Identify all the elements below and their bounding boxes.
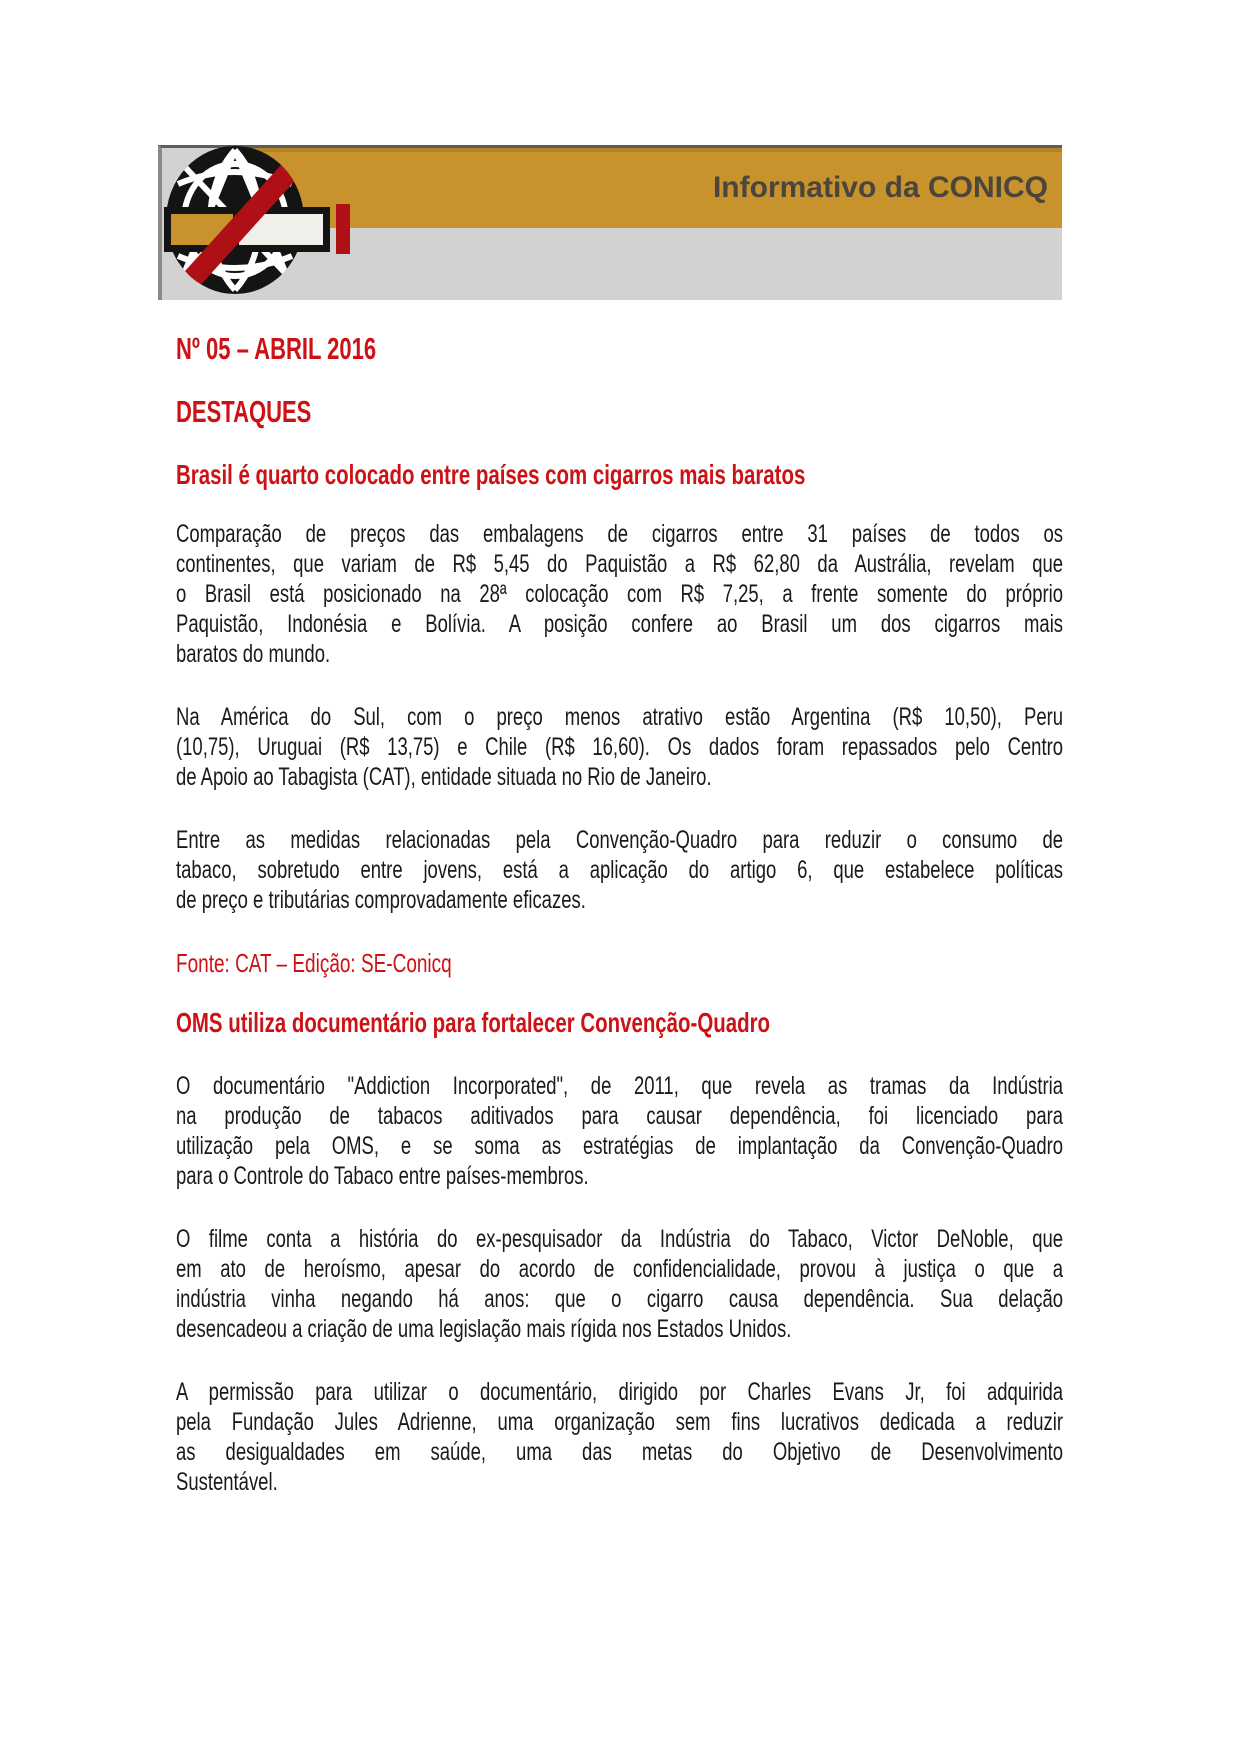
text-line: Sustentável. [176,1468,278,1496]
text-line: as desigualdades em saúde, uma das metas do Objetivo de Desenvolvimento [176,1438,1064,1466]
text-line: continentes, que variam de R$ 5,45 do Paquistão a R$ 62,80 da Austrália, revelam que [176,550,1064,578]
article-2-headline: OMS utiliza documentário para fortalecer Convenção-Quadro [176,1007,771,1038]
text-line: utilização pela OMS, e se soma as estratégias de implantação da Convenção-Quadro [176,1132,1064,1160]
article-1-paragraph-3 [176,825,1063,915]
text-line: de Apoio ao Tabagista (CAT), entidade situada no Rio de Janeiro. [176,763,712,791]
text-line: em ato de heroísmo, apesar do acordo de confidencialidade, provou à justiça o que a [176,1255,1064,1283]
text-line: indústria vinha negando há anos: que o cigarro causa dependência. Sua delação [176,1285,1064,1313]
text-line: A permissão para utilizar o documentário, dirigido por Charles Evans Jr, foi adquirida [176,1378,1064,1406]
newsletter-header [158,145,1062,300]
text-line: Comparação de preços das embalagens de cigarros entre 31 países de todos os [176,520,1064,548]
text-line: O documentário "Addiction Incorporated", de 2011, que revela as tramas da Indústria [176,1072,1064,1100]
article-2-paragraph-3 [176,1377,1063,1497]
article-1-paragraph-1 [176,519,1063,669]
text-line: para o Controle do Tabaco entre países-membros. [176,1162,589,1190]
text-line: (10,75), Uruguai (R$ 13,75) e Chile (R$ 16,60). Os dados foram repassados pelo Centro [176,733,1064,761]
issue-heading: Nº 05 – ABRIL 2016 [176,331,377,366]
text-line: desencadeou a criação de uma legislação mais rígida nos Estados Unidos. [176,1315,792,1343]
section-heading: DESTAQUES [176,394,312,429]
text-line: O filme conta a história do ex-pesquisador da Indústria do Tabaco, Victor DeNoble, que [176,1225,1064,1253]
text-line: pela Fundação Jules Adrienne, uma organização sem fins lucrativos dedicada a reduzir [176,1408,1064,1436]
text-line: baratos do mundo. [176,640,331,668]
article-1-source-line: Fonte: CAT – Edição: SE-Conicq [176,948,452,978]
newsletter-title: Informativo da CONICQ [712,171,1048,204]
article-2-paragraph-2 [176,1224,1063,1344]
text-line: Paquistão, Indonésia e Bolívia. A posição confere ao Brasil um dos cigarros mais [176,610,1064,638]
text-line: Na América do Sul, com o preço menos atrativo estão Argentina (R$ 10,50), Peru [176,703,1064,731]
text-line: tabaco, sobretudo entre jovens, está a aplicação do artigo 6, que estabelece políticas [176,856,1064,884]
no-smoking-globe-icon [164,144,360,297]
article-1-paragraph-2 [176,702,1063,792]
article-2-paragraph-1 [176,1071,1063,1191]
article-1-headline: Brasil é quarto colocado entre países com cigarros mais baratos [176,459,806,490]
text-line: o Brasil está posicionado na 28ª colocação com R$ 7,25, a frente somente do próprio [176,580,1064,608]
text-line: Entre as medidas relacionadas pela Convenção-Quadro para reduzir o consumo de [176,826,1064,854]
text-line: na produção de tabacos aditivados para causar dependência, foi licenciado para [176,1102,1064,1130]
header-gold-bar [250,148,1062,228]
text-line: de preço e tributárias comprovadamente eficazes. [176,886,586,914]
document-body [176,331,1066,1497]
